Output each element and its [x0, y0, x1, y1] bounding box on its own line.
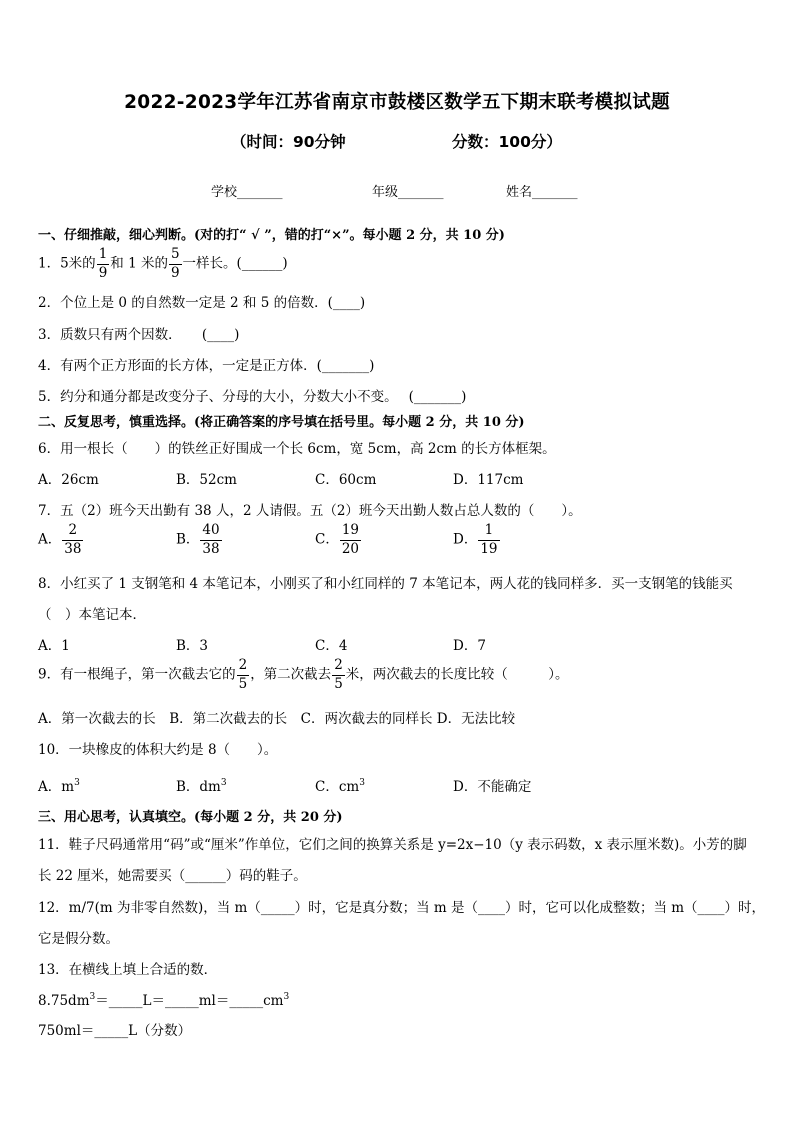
question-11-line-1: 11．鞋子尺码通常用“码”或“厘米”作单位，它们之间的换算关系是 y=2x−10（y 表示码数，x 表示厘米数)。小芳的脚	[38, 837, 747, 853]
question-13-line-1: $8.75dm^3=\_\_\_\_\_L=\_\_\_\_\_ml=\_\_\_\_\_cm^3$	[38, 992, 290, 1009]
question-5: 5．约分和通分都是改变分子、分母的大小，分数大小不变。 (_______)	[38, 389, 467, 405]
grade-field[interactable]: 年级_______	[372, 185, 444, 200]
q7-option-d: D． $\frac{1}{19}$	[453, 522, 498, 557]
school-field[interactable]: 学校_______	[211, 185, 283, 200]
question-3: 3．质数只有两个因数． (____)	[38, 327, 240, 343]
q8-option-b: B．3	[176, 638, 209, 654]
question-10: 10．一块橡皮的体积大约是 8（ ）。	[38, 742, 278, 758]
question-12-line-1: 12．m/7(m 为非零自然数)，当 m（_____）时，它是真分数；当 m 是（____）时，它可以化成整数；当 m（____）时，	[38, 900, 766, 916]
q8-option-d: D．7	[453, 638, 486, 654]
q7-option-a: A． $\frac{2}{38}$	[38, 522, 82, 557]
q6-option-a: A．26cm	[38, 472, 99, 488]
q8-option-c: C．4	[315, 638, 348, 654]
question-9-options: A．第一次截去的长 B．第二次截去的长 C．两次截去的同样长 D．无法比较	[38, 711, 516, 727]
q10-option-d: D．不能确定	[453, 779, 532, 795]
section-1-heading: 一、仔细推敲，细心判断。(对的打“ √ ”，错的打“×”。每小题 2 分，共 10 分)	[38, 228, 505, 243]
exam-time: （时间：90分钟	[231, 133, 346, 151]
question-2: 2．个位上是 0 的自然数一定是 2 和 5 的倍数．(____)	[38, 295, 366, 311]
question-11-line-2: 长 22 厘米，她需要买（______）码的鞋子。	[38, 868, 307, 884]
q6-option-b: B．52cm	[176, 472, 237, 488]
q6-option-d: D．117cm	[453, 472, 524, 488]
q7-option-c: C． $\frac{19}{20}$	[315, 522, 360, 557]
question-6: 6．用一根长（ ）的铁丝正好围成一个长 6cm，宽 5cm，高 2cm 的长方体框架。	[38, 441, 556, 457]
question-4: 4．有两个正方形面的长方体，一定是正方体．(_______)	[38, 358, 375, 374]
q10-option-c: C．$cm^3$	[315, 778, 365, 795]
question-9: 9．有一根绳子，第一次截去它的 $\frac{2}{5}$ ，第二次截去 $\frac{2}{5}$ 米，两次截去的长度比较（ ）。	[38, 657, 569, 692]
q10-option-a: A．$m^3$	[38, 778, 80, 795]
question-1: 1．5米的 $\frac{1}{9}$ 和 1 米的 $\frac{5}{9}$ 一样长。(______)	[38, 246, 288, 281]
question-7: 7．五（2）班今天出勤有 38 人，2 人请假。五（2）班今天出勤人数占总人数的（ ）。	[38, 503, 582, 519]
q7-option-b: B． $\frac{40}{38}$	[176, 522, 220, 557]
q10-option-b: B．$dm^3$	[176, 778, 227, 795]
exam-score: 分数：100分）	[452, 133, 562, 151]
question-13-line-2: 750ml＝_____L（分数）	[38, 1023, 192, 1039]
page-title: 2022-2023学年江苏省南京市鼓楼区数学五下期末联考模拟试题	[124, 92, 670, 113]
question-8-line-2: （ ）本笔记本．	[38, 607, 146, 623]
question-12-line-2: 它是假分数。	[38, 931, 119, 947]
section-3-heading: 三、用心思考，认真填空。(每小题 2 分，共 20 分)	[38, 810, 343, 825]
q8-option-a: A．1	[38, 638, 70, 654]
question-13: 13．在横线上填上合适的数．	[38, 962, 218, 978]
name-field[interactable]: 姓名_______	[506, 185, 578, 200]
question-8-line-1: 8．小红买了 1 支钢笔和 4 本笔记本，小刚买了和小红同样的 7 本笔记本，两人花的钱同样多．买一支钢笔的钱能买	[38, 576, 733, 592]
q6-option-c: C．60cm	[315, 472, 377, 488]
section-2-heading: 二、反复思考，慎重选择。(将正确答案的序号填在括号里。每小题 2 分，共 10 分)	[38, 415, 525, 430]
